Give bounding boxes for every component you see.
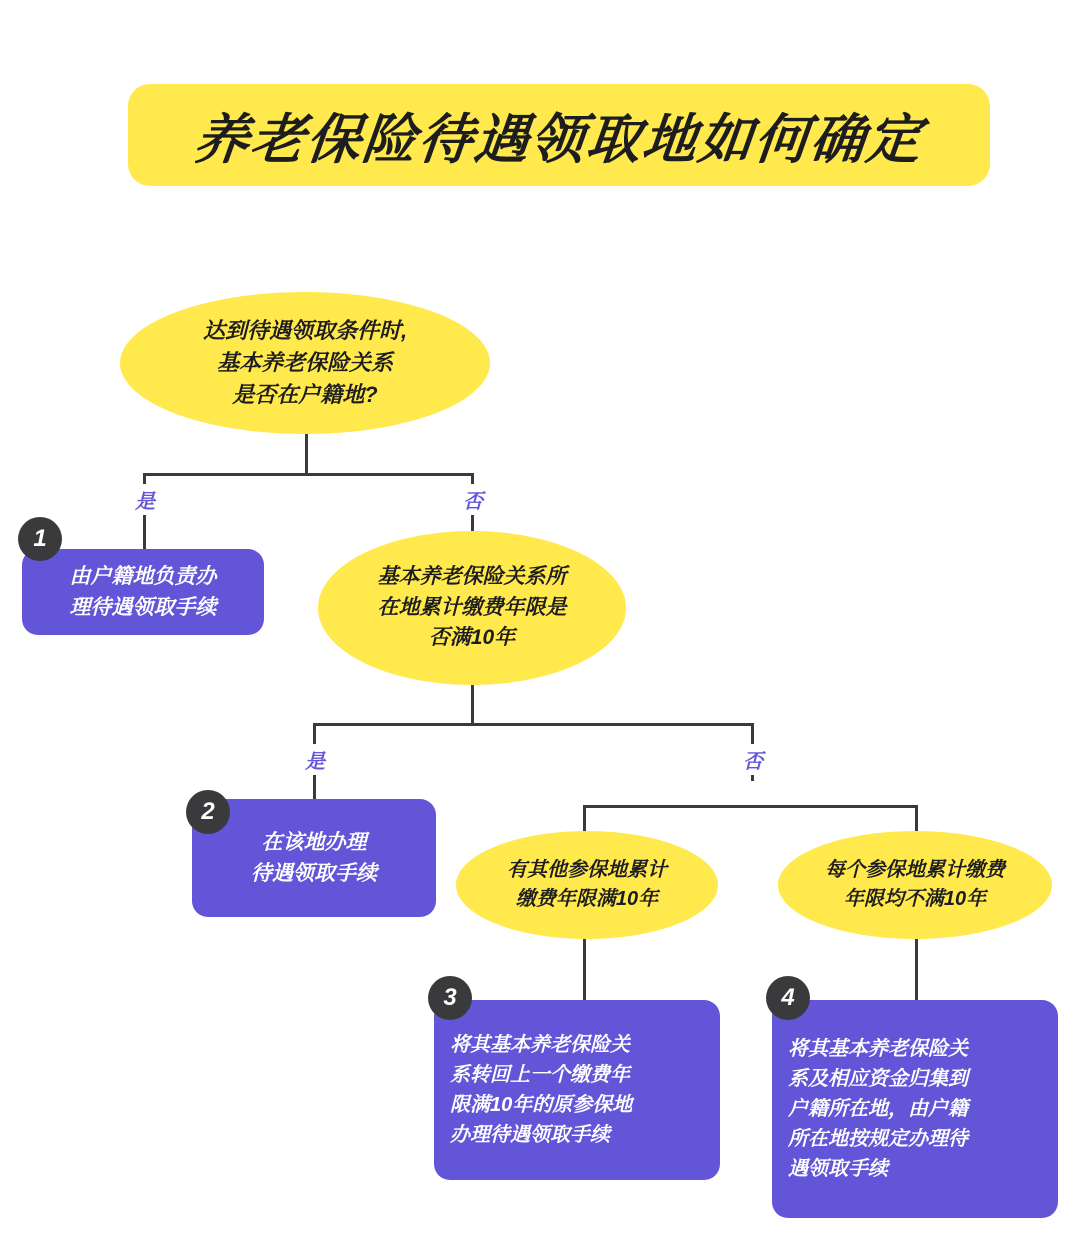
- result-node-4-line4: 所在地按规定办理待: [788, 1128, 968, 1150]
- result-node-4-line5: 遇领取手续: [788, 1158, 888, 1180]
- decision-node-other-place-line2: 缴费年限满10年: [515, 888, 659, 910]
- edge-label-no-2: 否: [739, 744, 767, 775]
- page-title-banner: [128, 84, 990, 186]
- decision-node-none-10yr: [778, 831, 1052, 939]
- connector-q2-stem: [471, 685, 474, 723]
- connector-q1-split: [143, 473, 473, 476]
- decision-node-residence-line2: 基本养老保险关系: [216, 350, 393, 376]
- decision-node-contribution-10yr: [318, 531, 626, 685]
- result-node-4: [772, 1000, 1058, 1218]
- decision-node-residence-line1: 达到待遇领取条件时,: [202, 318, 408, 344]
- result-node-1-line2: 理待遇领取手续: [69, 596, 217, 619]
- decision-node-contribution-line2: 在地累计缴费年限是: [377, 595, 567, 619]
- decision-node-contribution-line3: 否满10年: [428, 626, 516, 650]
- connector-sublevel-split: [583, 805, 918, 808]
- step-badge-4: 4: [766, 976, 810, 1020]
- decision-node-other-place-10yr: [456, 831, 718, 939]
- decision-node-none-line1: 每个参保地累计缴费: [825, 859, 1005, 881]
- result-node-1-line1: 由户籍地负责办: [69, 564, 217, 588]
- decision-node-contribution-line1: 基本养老保险关系所: [377, 565, 567, 589]
- result-node-4-line1: 将其基本养老保险关: [788, 1038, 968, 1060]
- result-node-3-line2: 系转回上一个缴费年: [450, 1064, 630, 1086]
- result-node-2-line1: 在该地办理: [261, 830, 367, 854]
- edge-label-yes-1: 是: [131, 484, 159, 515]
- decision-node-residence: [120, 292, 490, 434]
- connector-q3-to-result: [583, 938, 586, 1000]
- page-title: 养老保险待遇领取地如何确定: [191, 109, 926, 170]
- step-badge-3: 3: [428, 976, 472, 1020]
- decision-node-residence-line3: 是否在户籍地?: [232, 381, 378, 407]
- decision-node-none-line2: 年限均不满10年: [843, 888, 987, 910]
- connector-q4-to-result: [915, 938, 918, 1000]
- edge-label-yes-2: 是: [301, 744, 329, 775]
- result-node-4-line3: 户籍所在地，由户籍: [788, 1098, 968, 1120]
- result-node-1: [22, 549, 264, 635]
- result-node-2-line2: 待遇领取手续: [251, 862, 377, 885]
- decision-node-other-place-line1: 有其他参保地累计: [507, 859, 667, 881]
- step-badge-1: 1: [18, 517, 62, 561]
- result-node-3-line4: 办理待遇领取手续: [450, 1124, 610, 1146]
- step-badge-2: 2: [186, 790, 230, 834]
- result-node-4-line2: 系及相应资金归集到: [788, 1068, 968, 1090]
- result-node-3-line3: 限满10年的原参保地: [450, 1094, 633, 1116]
- result-node-3-line1: 将其基本养老保险关: [450, 1034, 630, 1056]
- edge-label-no-1: 否: [459, 484, 487, 515]
- result-node-3: [434, 1000, 720, 1180]
- connector-q2-split: [313, 723, 753, 726]
- connector-q1-stem: [305, 433, 308, 473]
